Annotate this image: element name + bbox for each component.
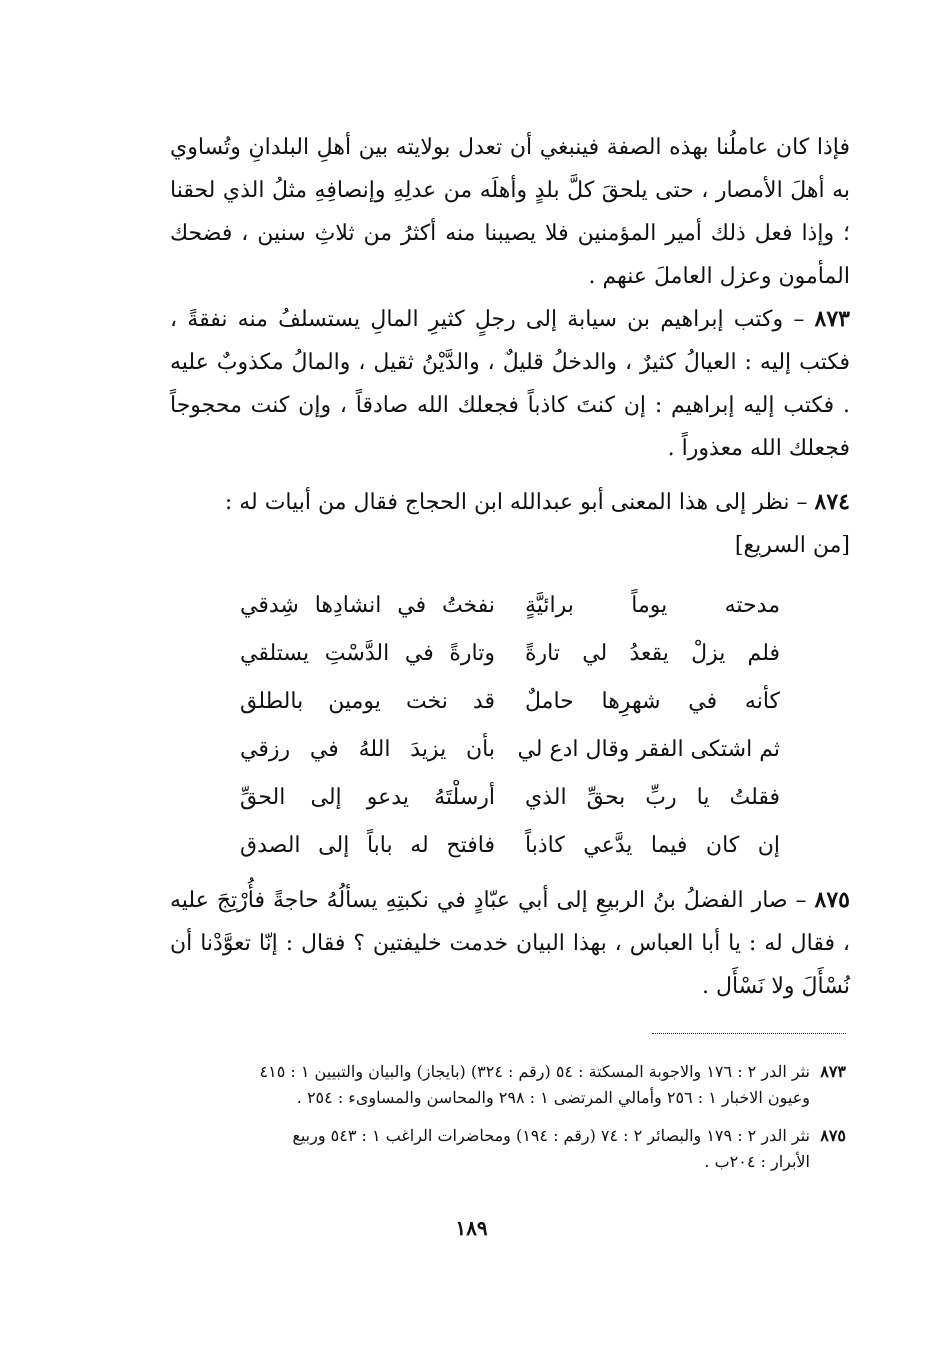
footnote-divider <box>652 1033 846 1034</box>
footnote-text: نثر الدر ٢ : ١٧٩ والبصائر ٢ : ٧٤ (رقم : ١٩٤) ومحاضرات الراغب ١ : ٥٤٣ وربيع <box>292 1126 810 1145</box>
hemistich-second: نفختُ في انشادِها شِدقي <box>240 593 495 618</box>
poem-verse <box>240 726 780 774</box>
poem-verse <box>240 678 780 726</box>
footnote <box>170 1123 846 1175</box>
paragraph-text: فإذا كان عاملُنا بهذه الصفة فينبغي أن تعدل بولايته بين أهلِ البلدانِ وتُساوي به أهلَ الأمصار ، حتى يلحقَ كلَّ بلدٍ وأهلَه من عدلِهِ وإنصافِهِ مثلُ الذي لحقنا ؛ وإذا فعل ذلك أمير المؤمنين فلا يصيبنا منه أكثرُ من ثلاثِ سنين ، فضحك المأمون وعزل العاملَ عنهم . <box>170 135 850 289</box>
footnote <box>170 1059 846 1111</box>
hemistich-first: مدحته يوماً برائيَّةٍ <box>525 593 780 618</box>
footnote-text: وعيون الاخبار ١ : ٢٥٦ وأمالي المرتضى ١ : ٢٩٨ والمحاسن والمساوىء : ٢٥٤ . <box>296 1088 810 1107</box>
paragraph-873 <box>170 298 850 470</box>
poem-verse <box>240 774 780 822</box>
paragraph-874 <box>170 481 850 567</box>
hemistich-second: بأن يزيدَ اللهُ في رزقي <box>240 737 495 762</box>
footnote-number: ٨٧٥ <box>820 1126 846 1145</box>
hemistich-first: ثم اشتكى الفقر وقال ادع لي <box>517 737 780 762</box>
poem-verse <box>240 822 780 870</box>
hemistich-first: فقلتُ يا ربِّ بحقِّ الذي <box>525 785 780 810</box>
hemistich-second: فافتح له باباً إلى الصدق <box>240 833 495 858</box>
paragraph-continuation <box>170 126 850 298</box>
paragraph-text: – صار الفضلُ بنُ الربيعِ إلى أبي عبّادٍ في نكبتِهِ يسألُهُ حاجةً فأُرْتِجَ عليه ، فقال له : يا أبا العباس ، بهذا البيان خدمت خليفتين ؟ فقال : إنّا تعوَّدْنا أن نُسْأَلَ ولا نَسْأَل . <box>170 888 850 999</box>
paragraph-text: – وكتب إبراهيم بن سيابة إلى رجلٍ كثيرِ المالِ يستسلفُ منه نفقةً ، فكتب إليه : العيالُ كثيرٌ ، والدخلُ قليلٌ ، والدَّيْنُ ثقيل ، والمالُ مكذوبٌ عليه . فكتب إليه إبراهيم : إن كنتَ كاذباً فجعلك الله صادقاً ، وإن كنت محجوجاً فجعلك الله معذوراً . <box>170 307 850 461</box>
poem <box>240 582 780 870</box>
page-number: ١٨٩ <box>455 1216 488 1240</box>
hemistich-first: كأنه في شهرِها حاملٌ <box>525 689 780 714</box>
footnote-text: الأبرار : ٢٠٤ب . <box>704 1152 810 1171</box>
hemistich-second: أرسلْتَهُ يدعو إلى الحقِّ <box>240 785 495 810</box>
paragraph-text: – نظر إلى هذا المعنى أبو عبدالله ابن الحجاج فقال من أبيات له : <box>224 490 815 515</box>
hemistich-second: قد نخت يومين بالطلق <box>240 689 495 714</box>
footnote-text: نثر الدر ٢ : ١٧٦ والاجوبة المسكتة : ٥٤ (رقم : ٣٢٤) (بايجاز) والبيان والتبيين ١ : ٤١٥ <box>259 1062 810 1081</box>
poem-verse <box>240 630 780 678</box>
entry-number: ٨٧٥ <box>814 887 850 913</box>
hemistich-first: فلم يزلْ يقعدُ لي تارةً <box>525 641 780 666</box>
paragraph-875 <box>170 879 850 1008</box>
entry-number: ٨٧٣ <box>814 306 850 332</box>
hemistich-first: إن كان فيما يدَّعي كاذباً <box>525 833 780 858</box>
meter-label: [من السريع] <box>734 533 850 558</box>
poem-verse <box>240 582 780 630</box>
entry-number: ٨٧٤ <box>814 489 850 515</box>
hemistich-second: وتارةً في الدَّسْتِ يستلقي <box>240 641 495 666</box>
footnote-number: ٨٧٣ <box>820 1062 846 1081</box>
